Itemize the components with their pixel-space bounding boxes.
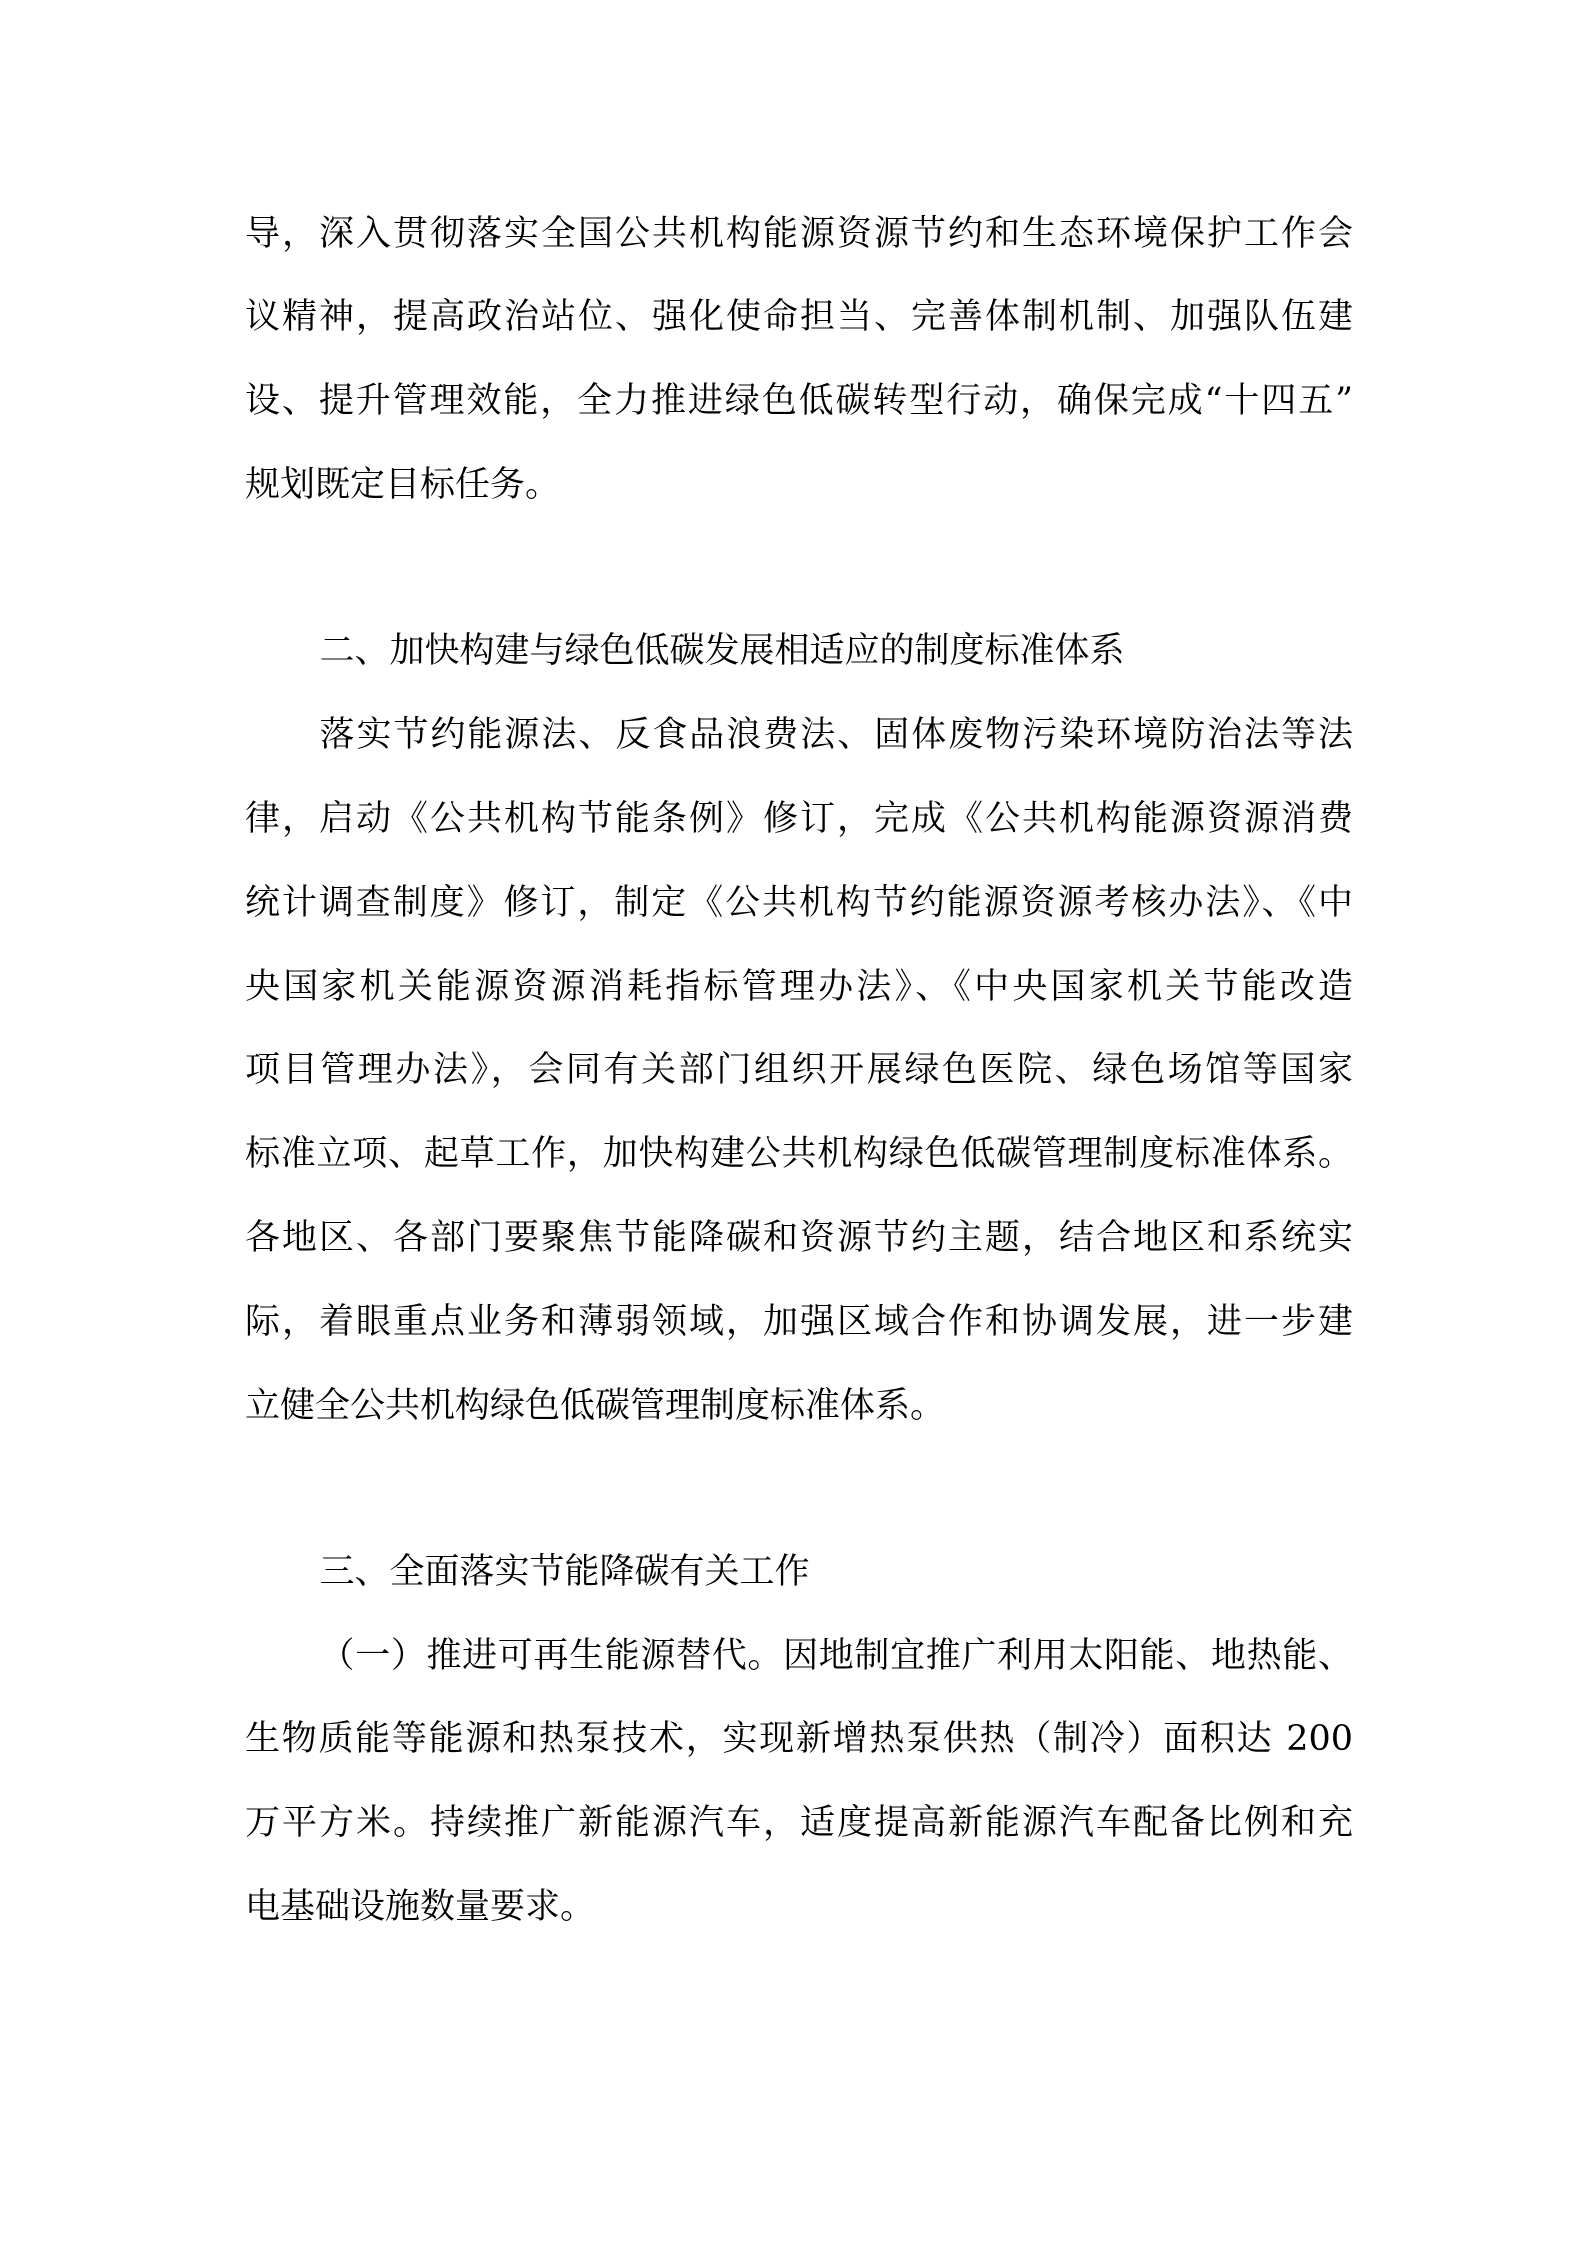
paragraph-line: 规划既定目标任务。 (245, 465, 561, 506)
paragraph-line: 电基础设施数量要求。 (245, 1887, 596, 1928)
paragraph-line: 标准立项、起草工作，加快构建公共机构绿色低碳管理制度标准体系。 (245, 1134, 1353, 1175)
paragraph-line: 万平方米。持续推广新能源汽车，适度提高新能源汽车配备比例和充 (245, 1803, 1353, 1844)
paragraph-line: 议精神，提高政治站位、强化使命担当、完善体制机制、加强队伍建 (245, 297, 1353, 338)
intro-paragraph (245, 193, 1353, 528)
paragraph-line: 统计调查制度》修订，制定《公共机构节约能源资源考核办法》、《中 (245, 882, 1353, 923)
paragraph-line: 各地区、各部门要聚焦节能降碳和资源节约主题，结合地区和系统实 (245, 1217, 1353, 1258)
paragraph-line: 导，深入贯彻落实全国公共机构能源资源节约和生态环境保护工作会 (245, 213, 1353, 254)
paragraph-line: 生物质能等能源和热泵技术，实现新增热泵供热（制冷）面积达 200 (245, 1719, 1353, 1760)
section-2-paragraph (245, 694, 1353, 1448)
paragraph-line: （一）推进可再生能源替代。因地制宜推广利用太阳能、地热能、 (319, 1635, 1353, 1676)
section-heading-2: 二、加快构建与绿色低碳发展相适应的制度标准体系 (319, 631, 1125, 672)
paragraph-line: 设、提升管理效能，全力推进绿色低碳转型行动，确保完成“十四五” (245, 381, 1353, 422)
paragraph-line: 律，启动《公共机构节能条例》修订，完成《公共机构能源资源消费 (245, 798, 1353, 839)
paragraph-line: 际，着眼重点业务和薄弱领域，加强区域合作和协调发展，进一步建 (245, 1301, 1353, 1342)
section-heading-3: 三、全面落实节能降碳有关工作 (319, 1551, 810, 1592)
paragraph-line: 落实节约能源法、反食品浪费法、固体废物污染环境防治法等法 (319, 715, 1353, 756)
paragraph-line: 项目管理办法》，会同有关部门组织开展绿色医院、绿色场馆等国家 (245, 1050, 1353, 1091)
paragraph-line: 立健全公共机构绿色低碳管理制度标准体系。 (245, 1385, 946, 1426)
section-3-paragraph (245, 1615, 1353, 1950)
paragraph-line: 央国家机关能源资源消耗指标管理办法》、《中央国家机关节能改造 (245, 966, 1353, 1007)
document-body (245, 193, 1353, 1950)
